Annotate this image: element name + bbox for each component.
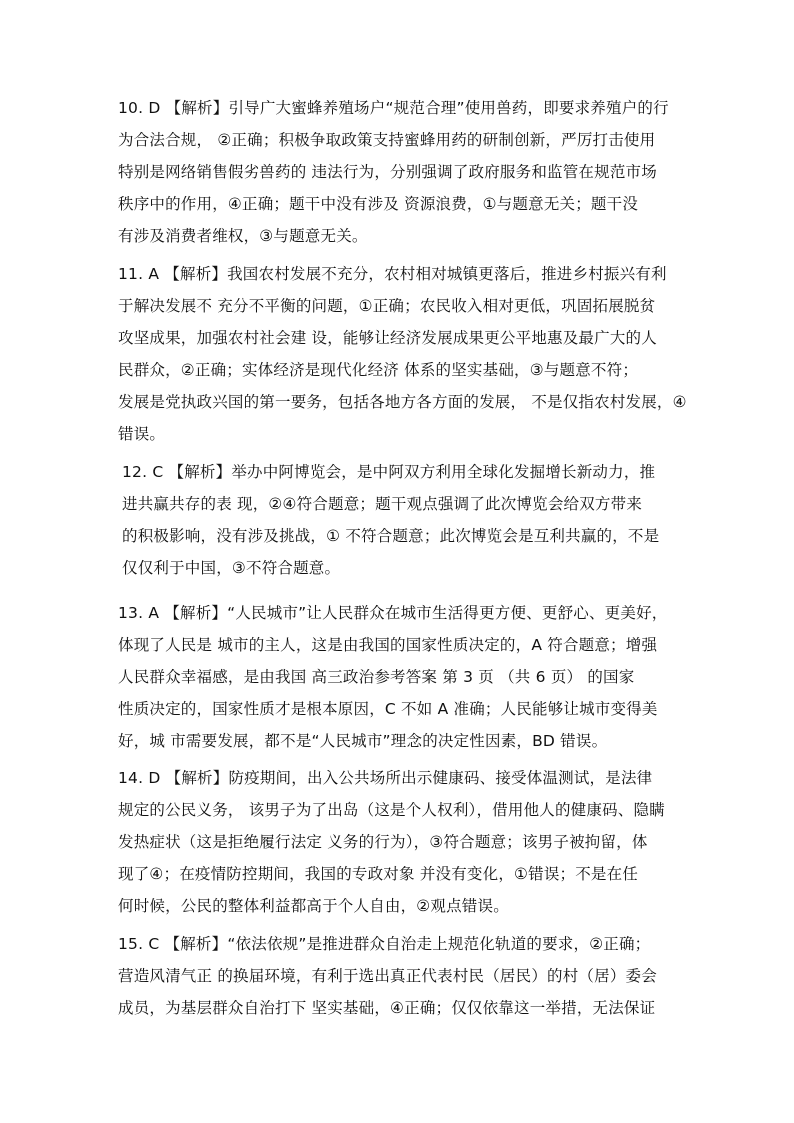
text-line: 于解决发展不 充分不平衡的问题，①正确；农民收入相对更低，巩固拓展脱贫 — [118, 297, 656, 315]
text-line: 性质决定的，国家性质才是根本原因，C 不如 A 准确；人民能够让城市变得美 — [118, 700, 658, 718]
text-line: 有涉及消费者维权，③与题意无关。 — [118, 227, 368, 245]
text-line: 民群众，②正确；实体经济是现代化经济 体系的坚实基础，③与题意不符； — [118, 361, 639, 379]
text-line: 11. A 【解析】我国农村发展不充分，农村相对城镇更落后，推进乡村振兴有利 — [118, 265, 667, 283]
text-line: 营造风清气正 的换届环境，有利于选出真正代表村民（居民）的村（居）委会 — [118, 967, 657, 985]
text-line: 12. C 【解析】举办中阿博览会，是中阿双方利用全球化发掘增长新动力，推 — [122, 463, 656, 481]
text-line: 仅仅利于中国，③不符合题意。 — [122, 559, 341, 577]
text-line: 错误。 — [118, 425, 166, 443]
text-line: 何时候，公民的整体利益都高于个人自由，②观点错误。 — [118, 897, 509, 915]
text-line: 13. A 【解析】“人民城市”让人民群众在城市生活得更方便、更舒心、更美好， — [118, 604, 668, 622]
text-line: 发展是党执政兴国的第一要务，包括各地方各方面的发展， 不是仅指农村发展，④ — [118, 393, 687, 411]
answer-13-explanation — [118, 597, 688, 757]
answer-14-explanation — [118, 762, 688, 922]
text-line: 秩序中的作用，④正确；题干中没有涉及 资源浪费，①与题意无关；题干没 — [118, 195, 639, 213]
text-line: 成员，为基层群众自治打下 坚实基础，④正确；仅仅依靠这一举措，无法保证 — [118, 999, 656, 1017]
text-line: 规定的公民义务， 该男子为了出岛（这是个人权利），借用他人的健康码、隐瞒 — [118, 801, 665, 819]
text-line: 特别是网络销售假劣兽药的 违法行为，分别强调了政府服务和监管在规范市场 — [118, 163, 657, 181]
answer-10-explanation — [118, 92, 688, 252]
text-line: 进共赢共存的表 现，②④符合题意；题干观点强调了此次博览会给双方带来 — [122, 495, 643, 513]
answer-15-explanation — [118, 928, 688, 1024]
text-line: 发热症状（这是拒绝履行法定 义务的行为），③符合题意；该男子被拘留，体 — [118, 833, 648, 851]
text-line: 的积极影响，没有涉及挑战，① 不符合题意；此次博览会是互利共赢的，不是 — [122, 527, 660, 545]
text-line: 10. D 【解析】引导广大蜜蜂养殖场户“规范合理”使用兽药，即要求养殖户的行 — [118, 99, 669, 117]
answer-11-explanation — [118, 258, 688, 450]
text-line: 攻坚成果，加强农村社会建 设，能够让经济发展成果更公平地惠及最广大的人 — [118, 329, 657, 347]
text-line: 好，城 市需要发展，都不是“人民城市”理念的决定性因素，BD 错误。 — [118, 732, 608, 750]
text-line: 人民群众幸福感，是由我国 高三政治参考答案 第 3 页 （共 6 页） 的国家 — [118, 668, 635, 686]
text-line: 现了④；在疫情防控期间，我国的专政对象 并没有变化，①错误；不是在任 — [118, 865, 639, 883]
text-line: 体现了人民是 城市的主人，这是由我国的国家性质决定的，A 符合题意；增强 — [118, 636, 658, 654]
text-line: 15. C 【解析】“依法依规”是推进群众自治走上规范化轨道的要求，②正确； — [118, 935, 651, 953]
text-line: 为合法合规， ②正确；积极争取政策支持蜜蜂用药的研制创新，严厉打击使用 — [118, 131, 656, 149]
text-line: 14. D 【解析】防疫期间，出入公共场所出示健康码、接受体温测试，是法律 — [118, 769, 653, 787]
answer-12-explanation — [122, 456, 692, 584]
